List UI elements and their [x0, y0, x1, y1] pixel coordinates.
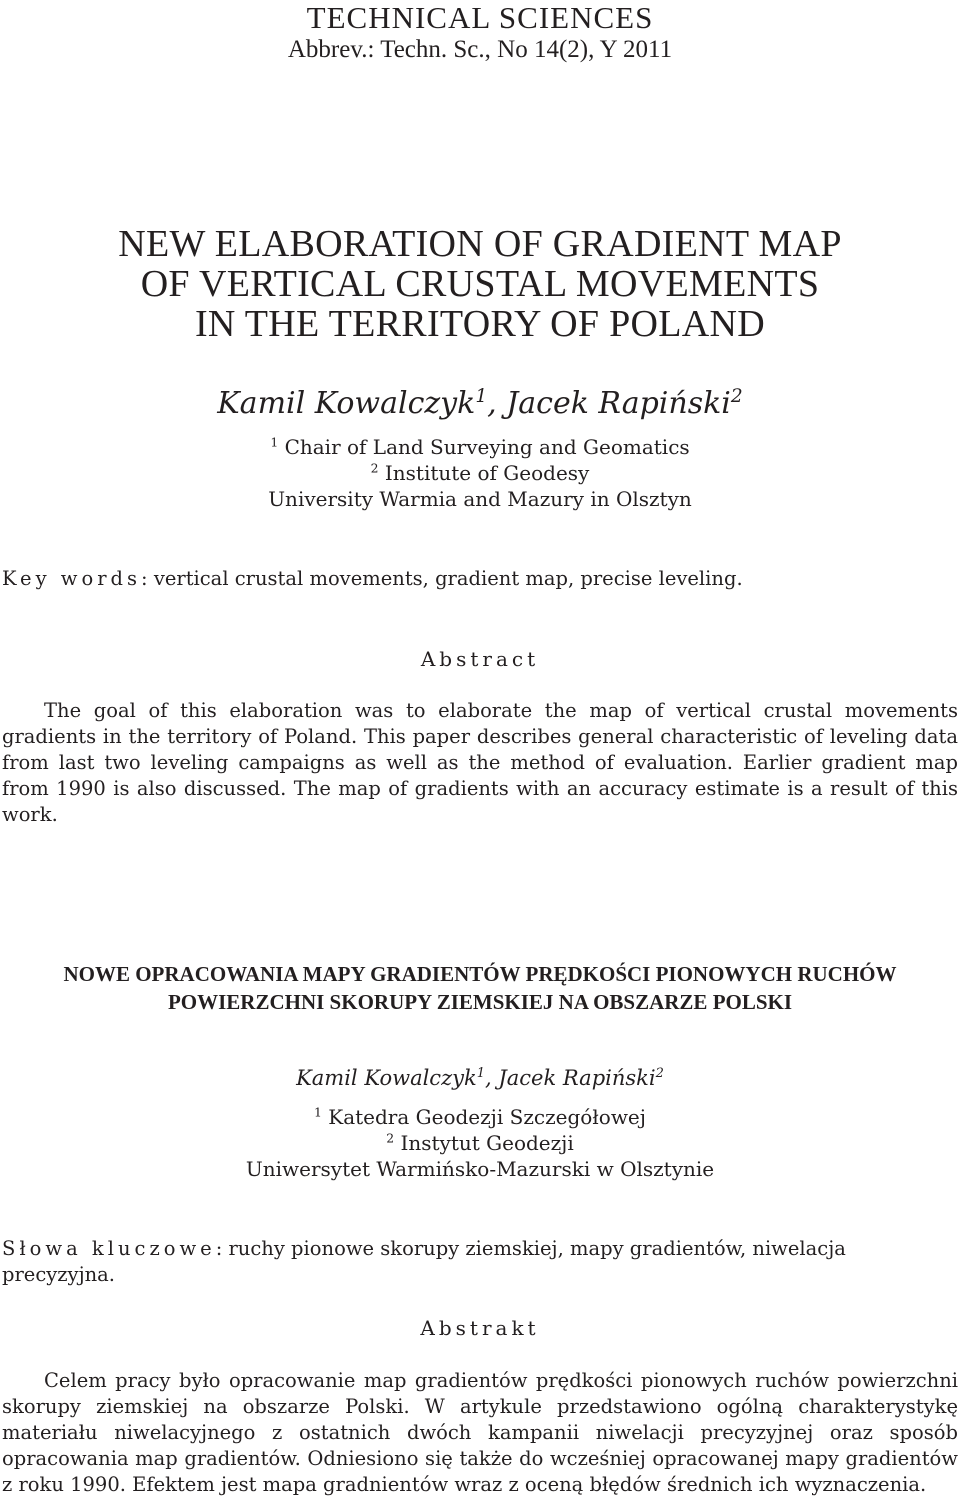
author-name: Jacek Rapiński	[498, 1066, 656, 1090]
title-line-2: OF VERTICAL CRUSTAL MOVEMENTS	[140, 263, 820, 305]
polish-affiliation-line	[0, 1157, 960, 1181]
affiliation-text: Chair of Land Surveying and Geomatics	[284, 435, 690, 459]
author-name: Kamil Kowalczyk	[296, 1066, 477, 1090]
keywords-text: : vertical crustal movements, gradient map, precise leveling.	[141, 567, 743, 590]
abstract-body	[2, 698, 958, 828]
polish-abstract-body	[2, 1368, 958, 1498]
journal-abbreviation: Abbrev.: Techn. Sc., No 14(2), Y 2011	[287, 36, 673, 63]
keywords-label: Słowa kluczowe	[2, 1237, 216, 1260]
journal-name: TECHNICAL SCIENCES	[306, 0, 654, 35]
abstract-text: Celem pracy było opracowanie map gradientów prędkości pionowych ruchów powierzchni skorupy ziemskiej na obszarze Polski. W artykule przedstawiono ogólną charakterystykę materiału niwelacyjnego z ostatnich dwóch kampanii niwelacji precyzyjnej oraz sposób opracowania map gradientów. Odniesiono się także do wcześniej opracowanej mapy gradientów z roku 1990. Efektem jest mapa gradnientów wraz z oceną błędów średnich ich wyznaczenia.	[2, 1369, 958, 1496]
title-line-1: NEW ELABORATION OF GRADIENT MAP	[118, 223, 842, 265]
polish-keywords	[2, 1236, 958, 1288]
polish-title-line-2: POWIERZCHNI SKORUPY ZIEMSKIEJ NA OBSZARZE POLSKI	[167, 990, 793, 1014]
affiliation-line	[0, 487, 960, 511]
affiliation-line	[0, 435, 960, 459]
polish-affiliation-line	[0, 1131, 960, 1155]
affiliation-line	[0, 461, 960, 485]
author-affiliation-mark: 1	[475, 386, 488, 407]
author-name: Jacek Rapiński	[506, 386, 731, 421]
polish-title-line-1: NOWE OPRACOWANIA MAPY GRADIENTÓW PRĘDKOŚCI PIONOWYCH RUCHÓW	[63, 962, 897, 986]
abstract-heading: Abstract	[420, 647, 540, 671]
affiliation-text: Institute of Geodesy	[384, 461, 590, 485]
affiliation-text: Instytut Geodezji	[400, 1131, 574, 1155]
author-separator: ,	[487, 386, 507, 421]
authors-line	[0, 386, 960, 421]
polish-affiliation-line	[0, 1105, 960, 1129]
author-affiliation-mark: 1	[476, 1066, 485, 1081]
author-separator: ,	[485, 1066, 499, 1090]
affiliation-mark: 2	[386, 1130, 395, 1146]
title-line-3: IN THE TERRITORY OF POLAND	[194, 303, 766, 345]
abstract-text: The goal of this elaboration was to elaborate the map of vertical crustal movements gradients in the territory of Poland. This paper describes general characteristic of leveling data from last two leveling campaigns as well as the method of evaluation. Earlier gradient map from 1990 is also discussed. The map of gradients with an accuracy estimate is a result of this work.	[2, 699, 958, 826]
keywords-text: : ruchy pionowe skorupy ziemskiej, mapy gradientów, niwelacja precyzyjna.	[2, 1237, 846, 1286]
keywords-label: Key words	[2, 567, 142, 590]
polish-authors-line	[0, 1066, 960, 1090]
affiliation-mark: 2	[370, 460, 379, 476]
author-affiliation-mark: 2	[655, 1066, 664, 1081]
polish-abstract-heading: Abstrakt	[420, 1316, 540, 1340]
author-name: Kamil Kowalczyk	[217, 386, 476, 421]
affiliation-text: Katedra Geodezji Szczegółowej	[328, 1105, 646, 1129]
affiliation-mark: 1	[270, 434, 279, 450]
author-affiliation-mark: 2	[730, 386, 743, 407]
affiliation-text: Uniwersytet Warmińsko-Mazurski w Olsztynie	[245, 1157, 715, 1181]
affiliation-text: University Warmia and Mazury in Olsztyn	[268, 487, 692, 511]
affiliation-mark: 1	[314, 1104, 322, 1120]
keywords	[2, 566, 958, 592]
